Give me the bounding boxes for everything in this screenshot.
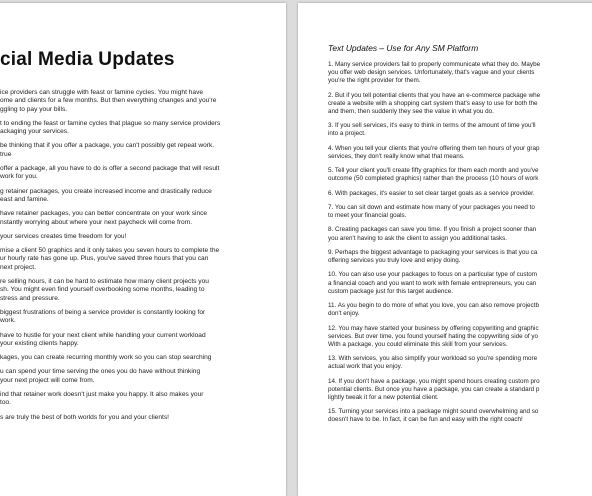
numbered-tip-paragraph: 3. If you sell services, it's easy to think in terms of the amount of time you'll into a project. [328,122,536,138]
body-paragraph: g retainer packages, you create increased income and drastically reduce east and famine. [0,187,212,203]
numbered-tip-paragraph: 10. You can also use your packages to focus on a particular type of custom a financial coach and you want to work with female entrepreneurs, you can custom package just for this target audience. [328,271,537,295]
body-paragraph: mise a client 50 graphics and it only takes you seven hours to complete the ur hourly rate has gone up. Plus, you've saved three hours that you can next project. [0,247,220,271]
body-paragraph: ice providers can struggle with feast or famine cycles. You might have ome and clients for a few months. But then everything changes and you're ggling to pay your bills. [0,89,217,113]
body-paragraph: u can spend your time serving the ones you do have without thinking your next project will come from. [0,368,201,384]
body-paragraph: have retainer packages, you can better concentrate on your work since nstantly worrying about where your next paycheck will come from. [0,210,208,226]
right-page-content [328,43,592,431]
body-paragraph: re selling hours, it can be hard to estimate how many client projects you sh. You might even find yourself overbooking some months, leading to stress and pressure. [0,278,209,302]
body-paragraph: have to hustle for your next client while handling your current workload your existing clients happy. [0,331,206,347]
numbered-tip-paragraph: 6. With packages, it's easier to set clear target goals as a service provider. [328,189,535,197]
numbered-tip-paragraph: 1. Many service providers fail to properly communicate what they do. Maybe you offer web design services. Unfortunately, that's vague and your clients you're the right provider for them. [328,61,541,85]
numbered-tip-paragraph: 15. Turning your services into a package might sound overwhelming and so doesn't have to be. In fact, it can be fun and easy with the right coach! [328,408,539,424]
body-paragraph: biggest frustrations of being a service provider is constantly looking for work. [0,308,206,325]
left-paragraph-list [0,89,270,422]
numbered-tip-paragraph: 5. Tell your client you'll create fifty graphics for them each month and you've outcome (50 completed graphics) rather than the process (10 hours of work [328,167,539,183]
numbered-tip-paragraph: 11. As you begin to do more of what you love, you can also remove projectb don't enjoy. [328,302,539,318]
body-paragraph: kages, you can create recurring monthly work so you can stop searching [0,354,212,362]
numbered-tip-paragraph: 9. Perhaps the biggest advantage to packaging your services is that you ca offering services you truly love and enjoy doing. [328,248,538,265]
section-title: Text Updates – Use for Any SM Platform [328,43,479,53]
numbered-tips-list [328,61,592,424]
left-document-page [0,3,286,496]
numbered-tip-paragraph: 13. With services, you also simplify your workload so you're spending more actual work that you enjoy. [328,355,538,371]
body-paragraph: be thinking that if you offer a package, you can't possibly get repeat work. true [0,142,215,158]
body-paragraph: ind that retainer work doesn't just make you happy. It also makes your too. [0,391,204,407]
right-document-page [298,3,592,496]
document-title: cial Media Updates [0,49,175,70]
numbered-tip-paragraph: 12. You may have started your business by offering copywriting and graphic services. But over time, you found yourself hating the copywriting side of yo With a package, you could eliminate this skill from your services. [328,324,539,348]
numbered-tip-paragraph: 7. You can sit down and estimate how many of your packages you need to to meet your financial goals. [328,204,535,220]
body-paragraph: s are truly the best of both worlds for you and your clients! [0,413,169,421]
left-page-content [0,49,270,428]
body-paragraph: t to ending the feast or famine cycles that plague so many service providers ackaging your services. [0,119,221,136]
body-paragraph: offer a package, all you have to do is offer a second package that will result work for you. [0,165,220,181]
numbered-tip-paragraph: 2. But if you tell potential clients that you have an e-commerce package whe create a website with a shopping cart system that's easy to use for both the and them, then suddenly they see the value in what you do. [328,91,541,115]
body-paragraph: your services creates time freedom for you! [0,232,127,240]
numbered-tip-paragraph: 4. When you tell your clients that you're offering them ten hours of your grap services, they don't really know what that means. [328,144,540,160]
numbered-tip-paragraph: 8. Creating packages can save you time. If you finish a project sooner than you aren't having to ask the client to assign you additional tasks. [328,226,537,242]
numbered-tip-paragraph: 14. If you don't have a package, you might spend hours creating custom pro potential clients. But once you have a package, you can create a standard p lightly tweak it for a new potential client. [328,377,540,401]
